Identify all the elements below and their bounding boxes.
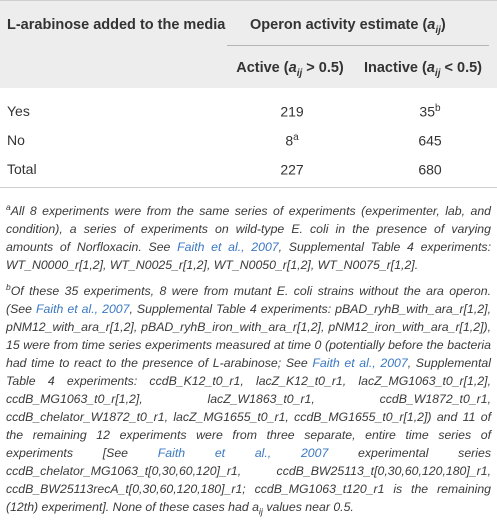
active-label: Active — [236, 60, 280, 76]
active-cond-sub: ij — [296, 67, 303, 79]
inactive-count: 645 — [418, 132, 442, 149]
table-footnotes — [6, 198, 491, 525]
footnote-b: $^b$Of these 35 experiments, 8 were from mutant E. coli strains without the ara operon. (See Faith et al., 2007, Supplemental Table 4 experiments: pBAD_ryhB_with_ara_r[1,2], pNM12_with_ara_r[1,2], pBAD_ryhB_iron_with_ara_r[1,2], pNM12_iron_with_ara_r[1,2]), 15 were from time series experiments measured at time 0 (potentially before the bacteria had time to react to the presence of L-arabinose; See Faith et al., 2007, Supplemental Table 4 experiments: ccdB_K12_t0_r1, lacZ_K12_t0_r1, lacZ_MG1063_t0_r[1,2], ccdB_MG1063_t0_r[1,2], lacZ_W1863_t0_r1, ccdB_W1872_t0_r1, ccdB_chelator_W1872_t0_r1, lacZ_MG1655_t0_r1, ccdB_MG1655_t0_r[1,2]) and 11 of the remaining 12 experiments were from three separate, entire time series of experiments [See Faith et al., 2007 experimental series ccdB_chelator_MG1063_t[0,30,60,120]_r1, ccdB_BW25113_t[0,30,60,120,180]_r1, ccdB_BW25113recA_t[0,30,60,120,180]_r1; ccdB_MG1063_t120_r1 is the remaining (12th) experiment]. None of these cases had $a_{ij}$ values near 0.5. — [6, 282, 491, 517]
column-group-header: Operon activity estimate $(a_{ij})$ — [250, 17, 446, 36]
table-row — [0, 127, 497, 155]
footnote-a: $^a$All 8 experiments were from the same series of experiments (experimenter, lab, and condition), a series of experiments on wild-type E. coli in the presence of varying amounts of Norfloxacin. See Faith et al., 2007, Supplemental Table 4 experiments: WT_N0000_r[1,2], WT_N0025_r[1,2], WT_N0050_r[1,2], WT_N0075_r[1,2]. — [6, 202, 491, 273]
column-header-inactive: Inactive $(a_{ij} < 0.5)$ — [363, 60, 482, 79]
table-row — [0, 156, 497, 184]
table-header — [0, 0, 497, 88]
table-row — [0, 98, 497, 126]
active-count: 8$^a$ — [285, 132, 299, 149]
citation-link[interactable]: Faith et al., 2007 — [36, 302, 130, 317]
citation-link[interactable]: Faith et al., 2007 — [177, 240, 279, 255]
inactive-cond-var: a — [426, 60, 435, 76]
active-count: 227 — [280, 161, 304, 178]
row-label: Total — [7, 161, 37, 177]
inactive-count: 680 — [418, 161, 442, 178]
group-label: Operon activity estimate — [250, 17, 419, 33]
inactive-count: 35$^b$ — [419, 103, 441, 120]
column-header-arabinose: L-arabinose added to the media — [7, 17, 226, 33]
row-label: Yes — [7, 103, 30, 119]
active-count: 219 — [280, 103, 304, 120]
group-var-sub: ij — [435, 24, 441, 36]
table-bottom-rule — [0, 187, 497, 188]
row-label: No — [7, 132, 25, 148]
group-underline — [227, 45, 489, 46]
active-cond-post: > 0.5) — [302, 60, 344, 76]
active-cond-var: a — [288, 60, 297, 76]
inactive-label: Inactive — [363, 60, 418, 76]
citation-link[interactable]: Faith et al., 2007 — [157, 446, 329, 461]
column-header-active: Active $(a_{ij} > 0.5)$ — [236, 60, 344, 79]
inactive-cond-post: < 0.5) — [440, 60, 482, 76]
inactive-cond-sub: ij — [434, 67, 441, 79]
group-var: a — [427, 17, 436, 33]
citation-link[interactable]: Faith et al., 2007 — [312, 356, 408, 371]
